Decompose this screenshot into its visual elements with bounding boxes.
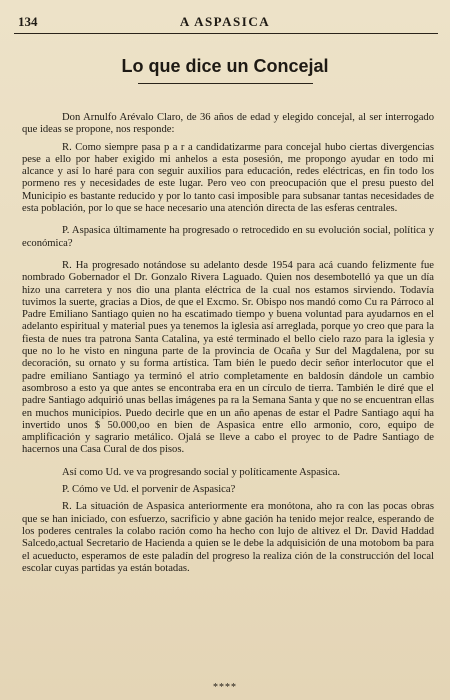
summary-paragraph: Así como Ud. ve va progresando social y políticamente Aspasica. xyxy=(62,466,341,478)
intro-paragraph: Don Arnulfo Arévalo Claro, de 36 años de edad y elegido concejal, al ser interrogado que ideas se propone, nos responde: xyxy=(22,112,434,136)
page-header xyxy=(14,14,436,32)
article-title: Lo que dice un Concejal xyxy=(121,56,329,76)
running-title: A ASPASICA xyxy=(179,14,271,29)
question-paragraph-2: P. Cómo ve Ud. el porvenir de Aspasica? xyxy=(62,484,236,496)
answer-paragraph-2: R. Ha progresado notándose su adelanto desde 1954 para acá cuando felizmente fue nombrado Gobernador el Dr. Gonzalo Rivera Laguado. Quien nos desembotelló ya que un día hizo una carretera y nos dio una planta eléctrica de la cual nos estamos sirviendo. Todavía tuvimos la suerte, gracias a Dios, de que el Excmo. Sr. Obispo nos mandó como Cu ra Párroco al Padre Emiliano Santiago quien no ha escatimado tiempo y buena voluntad para ayudarnos en el adelanto espiritual y material pues ya tenemos la iglesia así arreglada, porque yo creo que para la fiesta de nues tra patrona Santa Catalina, ya esté terminado el bello cielo razo para la iglesia y que no lo he visto en ninguna parte de la provincia de Ocaña y Sur del Magdalena, por su decoración, su ornato y su forma artística. Tam bién le puedo decir señor interlocutor que el padre emiliano Santiago ya terminó el atrio completamente en baldosín dándole un cambio asombroso a esto ya que antes se encontraba era en un círculo de tierra. También le diré que el padre Santiago adquirió unas bellas imágenes pa ra la Semana Santa y que no se encuentran ellas en muchos municipios. Puedo decirle que en un año apenas de estar el Padre Santiago aquí ha invertido unos $ 50.000,oo en bien de Aspasica entre ello armonio, coro, equipo de amplificación y sagrario metálico. Ojalá se lleve a cabo el proyec to de Padre Santiago de hacernos una Casa Cural de dos pisos. xyxy=(22,259,434,456)
end-mark: **** xyxy=(213,682,237,693)
page-number: 134 xyxy=(18,14,38,29)
answer-paragraph-1: R. Como siempre pasa p a r a candidatizarme para concejal hubo ciertas divergencias pese a ello por haber exigido mi anhelos a esta posesión, me propongo ayudar en todo mi alcance y así lo haré para con seguir auxilios para educación, redes eléctricas, en fin todo los pormeno res y necesidades de este lugar. Pero veo con preocupación que el presu puesto del Municipio es bastante reducido y por lo tanto casi imposible para subsanar tantas necesidades de esta población, por lo que se hace necesario una atención directa de las esferas centrales. xyxy=(22,141,434,215)
answer-paragraph-3: R. La situación de Aspasica anteriormente era monótona, aho ra con las pocas obras que se han iniciado, con esfuerzo, sacrificio y abne gación ha tenido mejor realce, esperando de los poderes centrales la colabo ración como ha hecho con lujo de altivez el Dr. David Haddad Salcedo,actual Secretario de Hacienda a quien se le debe la adquisición de una motobom ba para el acueducto, esperamos de este paladín del progreso la realiza ción de la construcción del local escolar cuyas partidas ya están botadas. xyxy=(22,501,434,574)
question-paragraph-1: P. Aspasica últimamente ha progresado o retrocedido en su evolución social, política y económica? xyxy=(22,225,434,249)
header-rule xyxy=(14,33,438,34)
title-underline xyxy=(138,83,313,84)
article-body xyxy=(22,112,434,580)
